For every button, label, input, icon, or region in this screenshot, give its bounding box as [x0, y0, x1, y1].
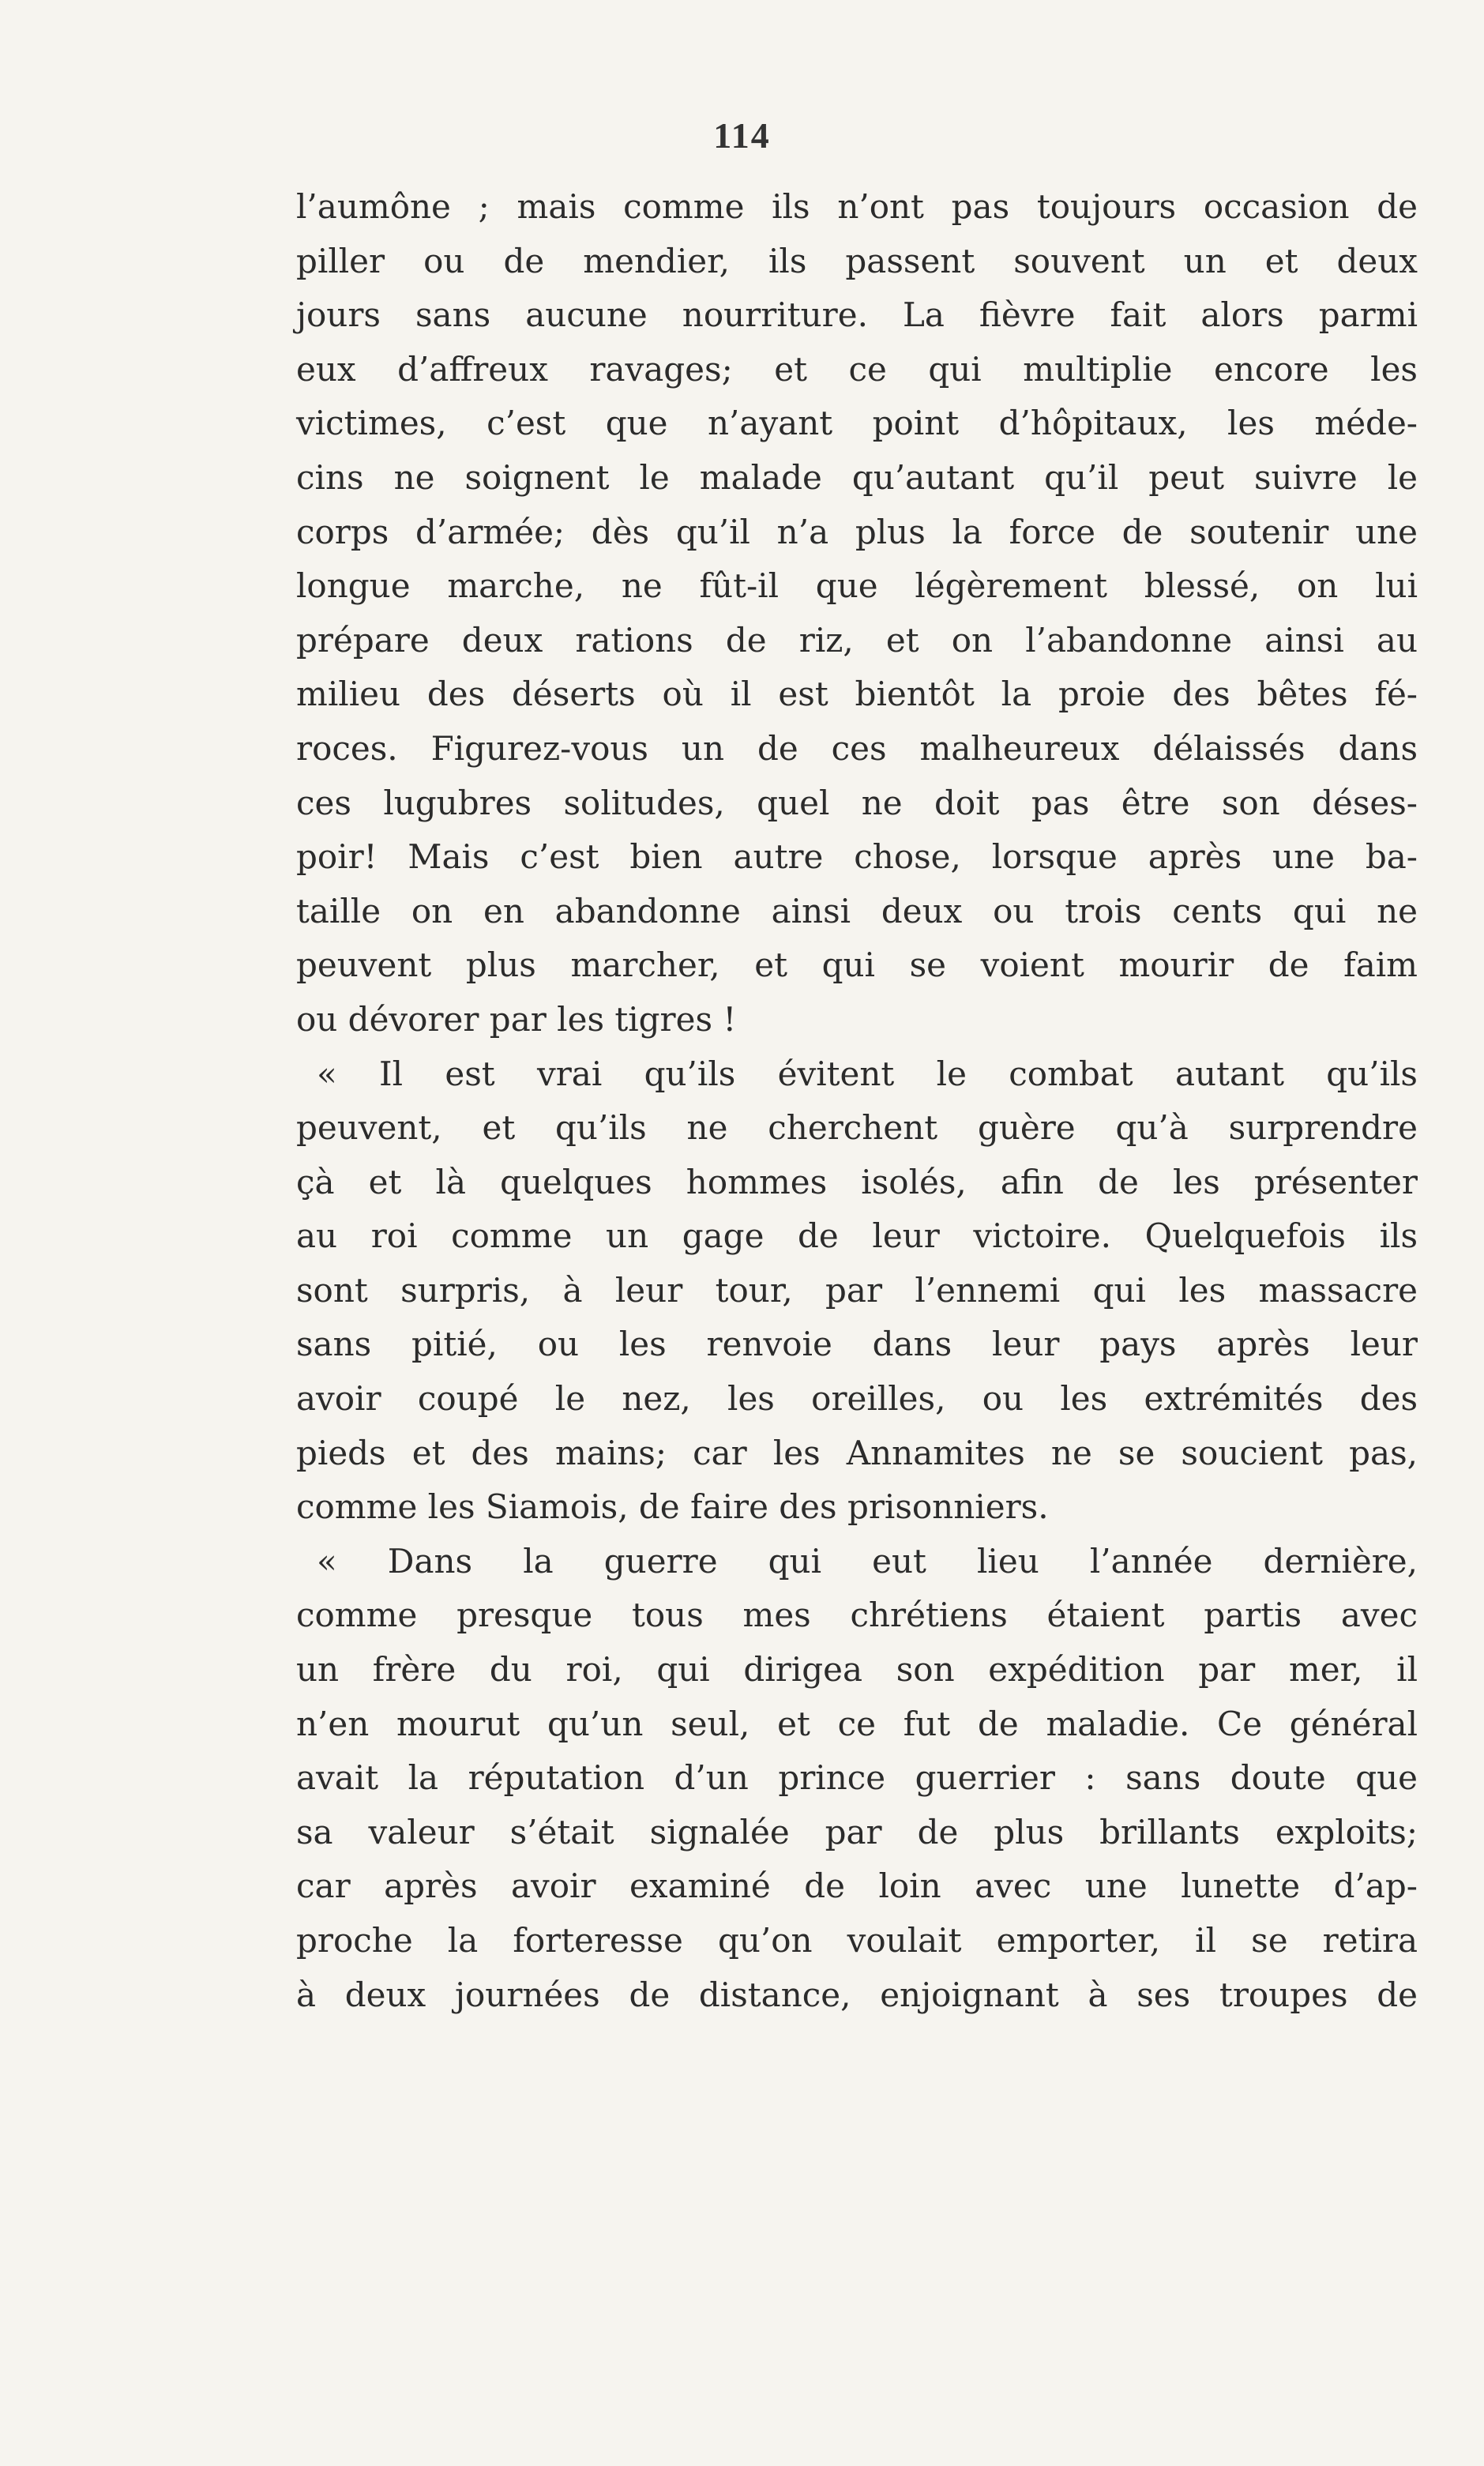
text-line: taille on en abandonne ainsi deux ou trois cents qui ne: [296, 891, 1418, 930]
text-line: pieds et des mains; car les Annamites ne se soucient pas,: [296, 1433, 1418, 1472]
text-line: eux d’affreux ravages; et ce qui multiplie encore les: [296, 349, 1418, 389]
text-line: peuvent plus marcher, et qui se voient mourir de faim: [296, 945, 1418, 985]
text-line: sans pitié, ou les renvoie dans leur pays après leur: [296, 1325, 1418, 1364]
text-line: prépare deux rations de riz, et on l’abandonne ainsi au: [296, 620, 1418, 660]
body-text: [296, 180, 1418, 2022]
text-line: jours sans aucune nourriture. La fièvre fait alors parmi: [296, 295, 1418, 335]
page-number: 114: [713, 115, 771, 156]
text-line: sa valeur s’était signalée par de plus brillants exploits;: [296, 1812, 1418, 1851]
text-line: l’aumône ; mais comme ils n’ont pas toujours occasion de: [296, 187, 1418, 226]
text-line: corps d’armée; dès qu’il n’a plus la force de soutenir une: [296, 512, 1418, 551]
text-line: peuvent, et qu’ils ne cherchent guère qu’à surprendre: [296, 1108, 1418, 1148]
text-line: « Dans la guerre qui eut lieu l’année dernière,: [317, 1541, 1418, 1581]
text-line: avoir coupé le nez, les oreilles, ou les extrémités des: [296, 1379, 1418, 1419]
text-line: victimes, c’est que n’ayant point d’hôpitaux, les méde-: [296, 404, 1418, 443]
text-line: car après avoir examiné de loin avec une lunette d’ap-: [296, 1866, 1418, 1906]
text-line: milieu des déserts où il est bientôt la proie des bêtes fé-: [296, 675, 1418, 714]
text-line: ou dévorer par les tigres !: [296, 999, 737, 1039]
text-line: à deux journées de distance, enjoignant à ses troupes de: [296, 1975, 1418, 2014]
text-line: ces lugubres solitudes, quel ne doit pas être son déses-: [296, 783, 1418, 822]
text-line: çà et là quelques hommes isolés, afin de les présenter: [296, 1162, 1418, 1201]
text-line: au roi comme un gage de leur victoire. Quelquefois ils: [296, 1216, 1418, 1256]
text-line: longue marche, ne fût-il que légèrement blessé, on lui: [296, 566, 1418, 606]
text-line: poir! Mais c’est bien autre chose, lorsque après une ba-: [296, 837, 1418, 877]
text-line: piller ou de mendier, ils passent souvent un et deux: [296, 241, 1418, 280]
text-line: comme les Siamois, de faire des prisonniers.: [296, 1487, 1049, 1527]
text-line: n’en mourut qu’un seul, et ce fut de maladie. Ce général: [296, 1704, 1418, 1743]
text-line: avait la réputation d’un prince guerrier : sans doute que: [296, 1758, 1418, 1798]
text-line: sont surpris, à leur tour, par l’ennemi qui les massacre: [296, 1270, 1418, 1310]
text-line: « Il est vrai qu’ils évitent le combat autant qu’ils: [317, 1054, 1418, 1093]
text-line: roces. Figurez-vous un de ces malheureux délaissés dans: [296, 728, 1418, 768]
text-line: cins ne soignent le malade qu’autant qu’il peut suivre le: [296, 457, 1418, 497]
text-line: un frère du roi, qui dirigea son expédition par mer, il: [296, 1650, 1418, 1690]
text-line: proche la forteresse qu’on voulait emporter, il se retira: [296, 1921, 1418, 1960]
text-line: comme presque tous mes chrétiens étaient partis avec: [296, 1596, 1418, 1635]
